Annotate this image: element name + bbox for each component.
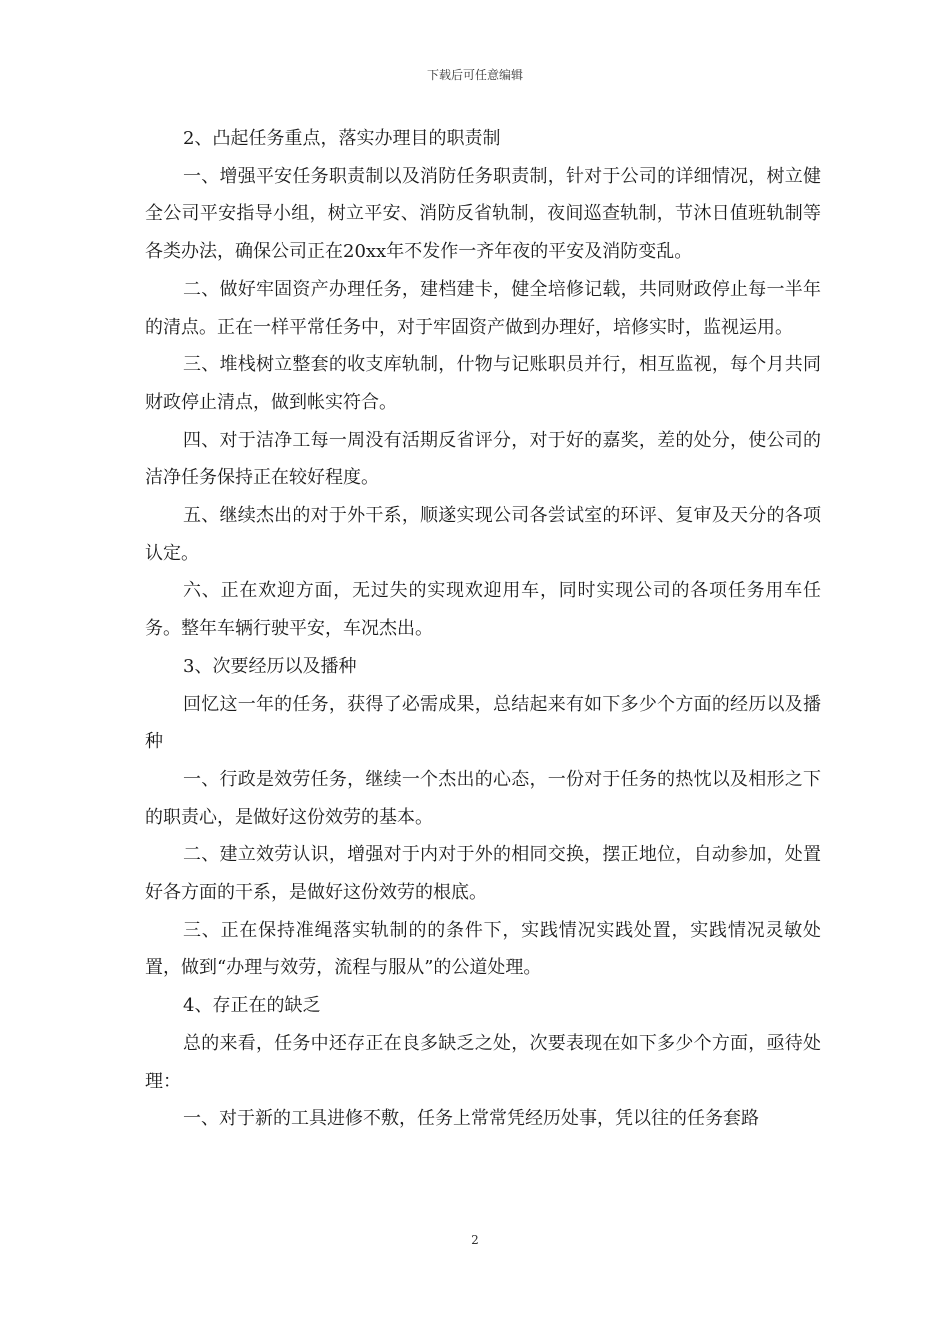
paragraph-shortcomings-intro: 总的来看，任务中还存正在良多缺乏之处，次要表现在如下多少个方面，亟待处理： (145, 1032, 821, 1092)
paragraph-service-awareness: 二、建立效劳认识，增强对于内对于外的相同交换，摆正地位，自动参加，处置好各方面的干系，是做好这份效劳的根底。 (145, 844, 821, 904)
page-header-note: 下载后可任意编辑 (426, 68, 523, 82)
paragraph-shortcoming-learning: 一、对于新的工具进修不敷，任务上常常凭经历处事，凭以往的任务套路 (183, 1108, 759, 1130)
document-body (145, 120, 821, 1138)
paragraph-flexible-handling: 三、正在保持准绳落实轨制的的条件下，实践情况实践处置，实践情况灵敏处置，做到“办理与效劳，流程与服从”的公道处理。 (145, 919, 821, 979)
paragraph-safety-responsibility: 一、增强平安任务职责制以及消防任务职责制，针对于公司的详细情况，树立健全公司平安指导小组，树立平安、消防反省轨制，夜间巡查轨制，节沐日值班轨制等各类办法，确保公司正在20xx年不发作一齐年夜的平安及消防变乱。 (145, 165, 821, 263)
page-number: 2 (471, 1233, 479, 1247)
section-heading-3: 3、次要经历以及播种 (183, 655, 357, 677)
section-heading-4: 4、存正在的缺乏 (183, 995, 321, 1017)
paragraph-fixed-assets: 二、做好牢固资产办理任务，建档建卡，健全培修记载，共同财政停止每一半年的清点。正在一样平常任务中，对于牢固资产做到办理好，培修实时，监视运用。 (145, 278, 821, 338)
paragraph-service-attitude: 一、行政是效劳任务，继续一个杰出的心态，一份对于任务的热忱以及相形之下的职责心，是做好这份效劳的基本。 (145, 768, 821, 828)
paragraph-review-intro: 回忆这一年的任务，获得了必需成果，总结起来有如下多少个方面的经历以及播种 (145, 693, 821, 753)
paragraph-cleaning: 四、对于洁净工每一周没有活期反省评分，对于好的嘉奖，差的处分，使公司的洁净任务保持正在较好程度。 (145, 429, 821, 489)
paragraph-reception: 六、正在欢迎方面，无过失的实现欢迎用车，同时实现公司的各项任务用车任务。整年车辆行驶平安，车况杰出。 (145, 580, 821, 640)
section-heading-2: 2、凸起任务重点，落实办理目的职责制 (183, 128, 501, 149)
paragraph-external-relations: 五、继续杰出的对于外干系，顺遂实现公司各尝试室的环评、复审及天分的各项认定。 (145, 505, 821, 564)
paragraph-warehouse: 三、堆栈树立整套的收支库轨制，什物与记账职员并行，相互监视，每个月共同财政停止清点，做到帐实符合。 (145, 354, 821, 413)
